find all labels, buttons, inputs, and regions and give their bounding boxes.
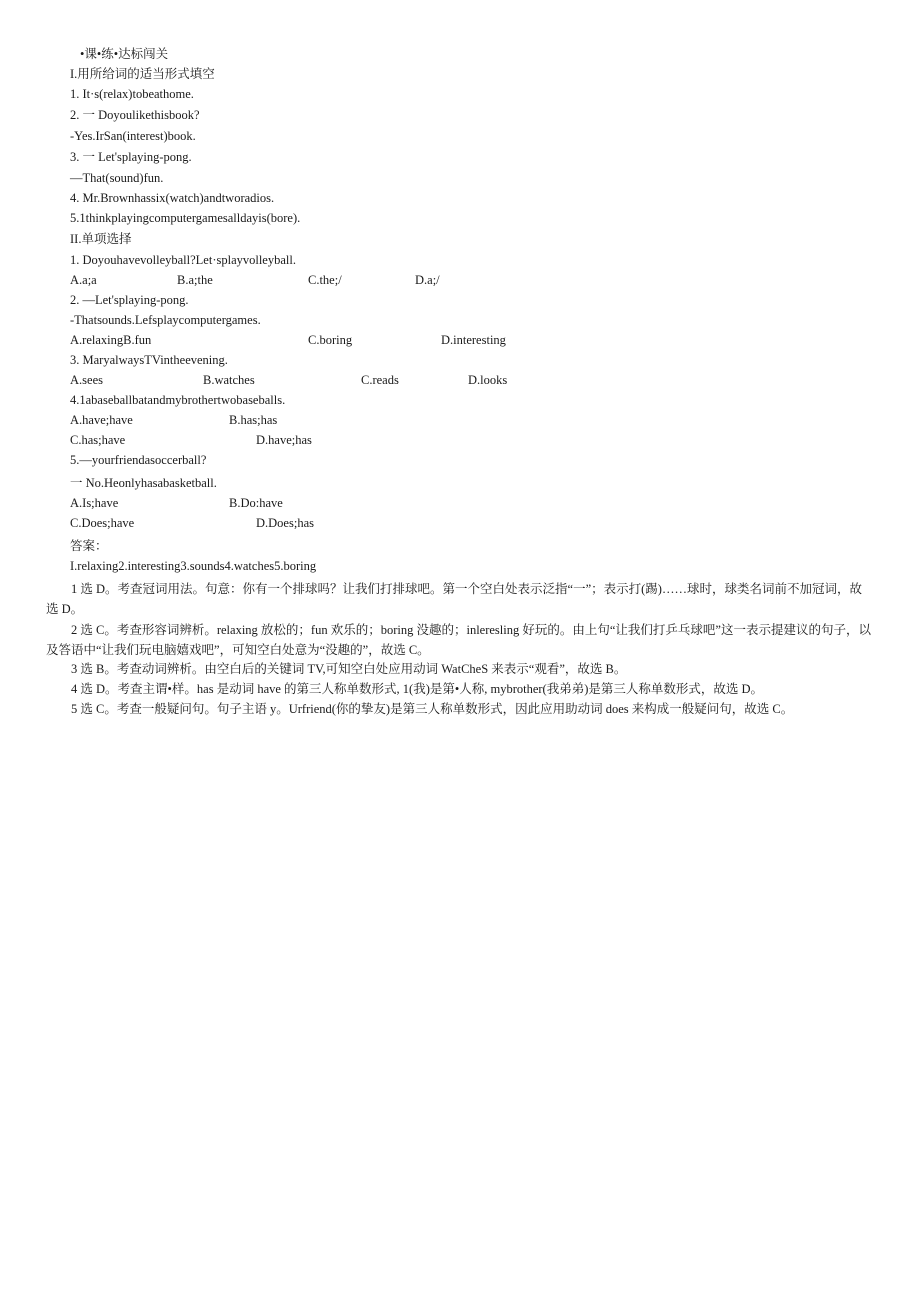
explanation-2: 2 选 C。考查形容词辨析。relaxing 放松的；fun 欢乐的；boring 没趣的；inleresling 好玩的。由上句“让我们打乒乓球吧”这一表示提建议的句子，以及答语中“让我们玩电脑嬉戏吧”，可知空白处意为“没趣的”，故选 C。 [46, 623, 871, 657]
fill-item-4: 4. Mr.Brownhassix(watch)andtworadios. [70, 191, 275, 205]
mc-q3-option-b: B.watches [203, 373, 255, 387]
section1-title: I.用所给词的适当形式填空 [70, 67, 215, 81]
fill-item-3: 3. 一 Let'splaying-pong. [70, 150, 192, 164]
fill-item-3-answer: —That(sound)fun. [70, 171, 164, 185]
mc-q1-option-d: D.a;/ [415, 273, 440, 287]
answers-label: 答案： [70, 539, 108, 553]
mc-question-3: 3. MaryalwaysTVintheevening. [70, 353, 228, 367]
fill-item-1: 1. It·s(relax)tobeathome. [70, 87, 194, 101]
fill-item-2-answer: -Yes.IrSan(interest)book. [70, 129, 196, 143]
mc-q2-option-ab: A.relaxingB.fun [70, 333, 152, 347]
heading: •课•练•达标闯关 [80, 47, 169, 61]
mc-q5-option-a: A.Is;have [70, 496, 119, 510]
mc-q3-option-d: D.looks [468, 373, 508, 387]
explanation-4: 4 选 D。考查主谓•样。has 是动词 have 的第三人称单数形式, 1(我)是第•人称, mybrother(我弟弟)是第三人称单数形式，故选 D。 [71, 682, 764, 696]
answers-part1: I.relaxing2.interesting3.sounds4.watches5.boring [70, 559, 317, 573]
fill-item-2: 2. 一 Doyoulikethisbook? [70, 108, 200, 122]
mc-q5-option-b: B.Do:have [229, 496, 283, 510]
mc-question-5: 5.—yourfriendasoccerball? [70, 453, 207, 467]
mc-q5-option-d: D.Does;has [256, 516, 314, 530]
mc-q2-option-d: D.interesting [441, 333, 506, 347]
explanation-5: 5 选 C。考查一般疑问句。句子主语 y。Urfriend(你的挚友)是第三人称单数形式，因此应用助动词 does 来构成一般疑问句，故选 C。 [71, 702, 794, 716]
mc-q5-option-c: C.Does;have [70, 516, 135, 530]
mc-q2-option-c: C.boring [308, 333, 353, 347]
explanation-1: 1 选 D。考查冠词用法。句意：你有一个排球吗？让我们打排球吧。第一个空白处表示泛指“一”；表示打(踢)……球时，球类名词前不加冠词，故选 D。 [46, 582, 862, 616]
mc-q1-option-a: A.a;a [70, 273, 97, 287]
mc-question-4: 4.1abaseballbatandmybrothertwobaseballs. [70, 393, 286, 407]
mc-q3-option-a: A.sees [70, 373, 103, 387]
mc-q3-option-c: C.reads [361, 373, 399, 387]
fill-item-5: 5.1thinkplayingcomputergamesalldayis(bore). [70, 211, 301, 225]
mc-question-2-reply: -Thatsounds.Lefsplaycomputergames. [70, 313, 261, 327]
mc-q4-option-c: C.has;have [70, 433, 126, 447]
explanation-3: 3 选 B。考查动词辨析。由空白后的关键词 TV,可知空白处应用动词 WatCheS 来表示“观看”，故选 B。 [71, 662, 627, 676]
mc-q1-option-b: B.a;the [177, 273, 213, 287]
mc-q4-option-b: B.has;has [229, 413, 278, 427]
mc-question-1: 1. Doyouhavevolleyball?Let·splayvolleyball. [70, 253, 296, 267]
mc-q4-option-d: D.have;has [256, 433, 312, 447]
mc-q1-option-c: C.the;/ [308, 273, 342, 287]
mc-q4-option-a: A.have;have [70, 413, 133, 427]
section2-title: II.单项选择 [70, 232, 132, 246]
mc-question-5-reply: 一 No.Heonlyhasabasketball. [70, 476, 217, 490]
mc-question-2: 2. —Let'splaying-pong. [70, 293, 189, 307]
